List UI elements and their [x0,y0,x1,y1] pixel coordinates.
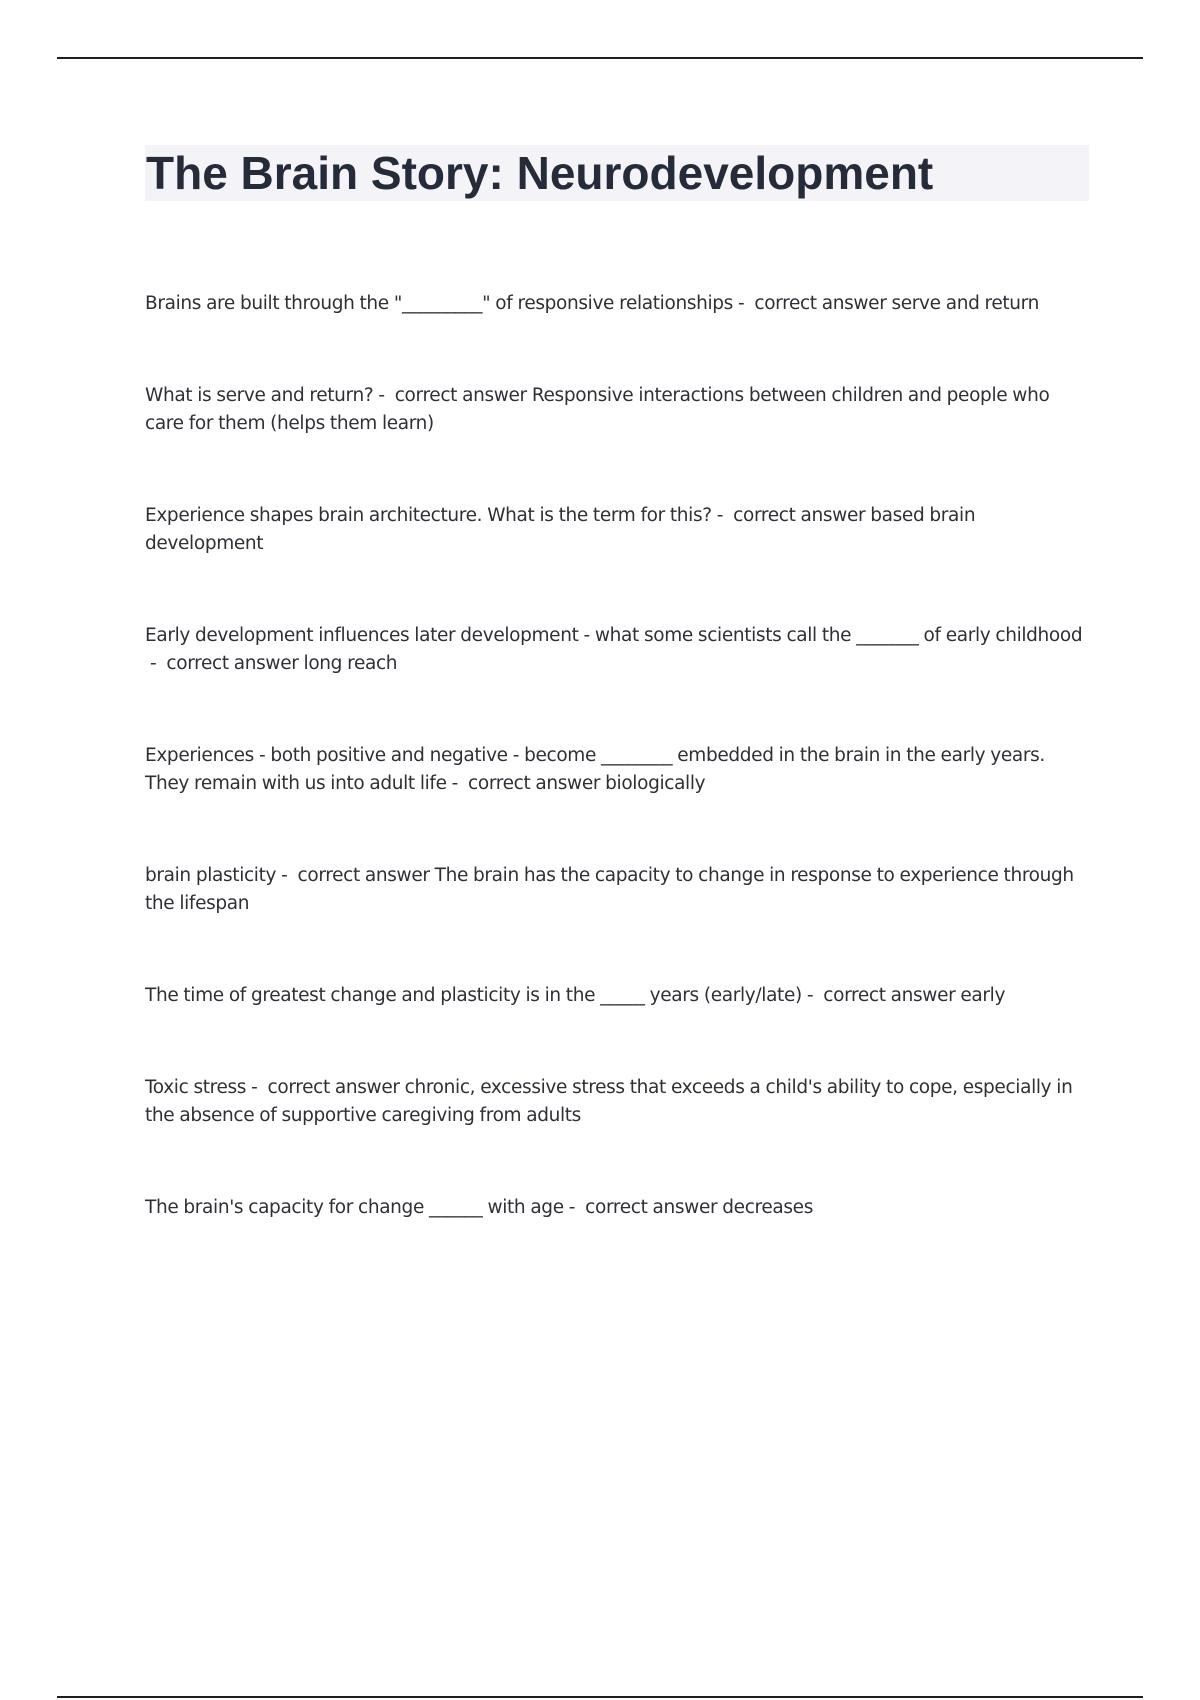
answer-marker: - correct answer [732,293,892,314]
answer-text: Responsive interactions between children and people who care for them (helps them learn) [145,385,1050,434]
question-text: Brains are built through the "_________" of responsive relationships [145,293,733,314]
qa-item [145,622,1089,678]
qa-item [145,742,1089,798]
answer-marker: - correct answer [801,985,961,1006]
answer-marker: - correct answer [711,505,871,526]
qa-item [145,382,1089,438]
answer-marker: - correct answer [373,385,532,406]
answer-text: long reach [303,653,398,674]
answer-marker: - correct answer [246,1077,405,1098]
qa-list [145,290,1089,1286]
answer-marker: - correct answer [276,865,435,886]
qa-item [145,502,1089,558]
top-divider [57,57,1143,59]
question-text: Experience shapes brain architecture. What is the term for this? [145,505,712,526]
answer-marker: - correct answer [563,1197,723,1218]
question-text: brain plasticity [145,865,277,886]
answer-marker: - correct answer [446,773,606,794]
question-text: Experiences - both positive and negative - become ________ embedded in the brain in the early years. They remain with us into adult life [145,745,1045,794]
answer-text: chronic, excessive stress that exceeds a child's ability to cope, especially in the absence of supportive caregiving from adults [145,1077,1073,1126]
qa-item [145,290,1089,318]
question-text: What is serve and return? [145,385,374,406]
bottom-divider [57,1696,1143,1698]
question-text: Toxic stress [145,1077,247,1098]
answer-text: serve and return [891,293,1039,314]
qa-item [145,862,1089,918]
answer-text: biologically [605,773,706,794]
qa-item [145,982,1089,1010]
answer-text: early [960,985,1006,1006]
page-title: The Brain Story: Neurodevelopment [146,147,934,199]
question-text: Early development influences later development - what some scientists call the _______ of early childhood [145,625,1083,646]
question-text: The time of greatest change and plasticity is in the _____ years (early/late) [145,985,802,1006]
qa-item [145,1194,1089,1222]
answer-marker: - correct answer [145,653,304,674]
question-text: The brain's capacity for change ______ with age [145,1197,564,1218]
qa-item [145,1074,1089,1130]
answer-text: decreases [722,1197,813,1218]
answer-text: based brain development [145,505,976,554]
answer-text: The brain has the capacity to change in response to experience through the lifespan [145,865,1074,914]
